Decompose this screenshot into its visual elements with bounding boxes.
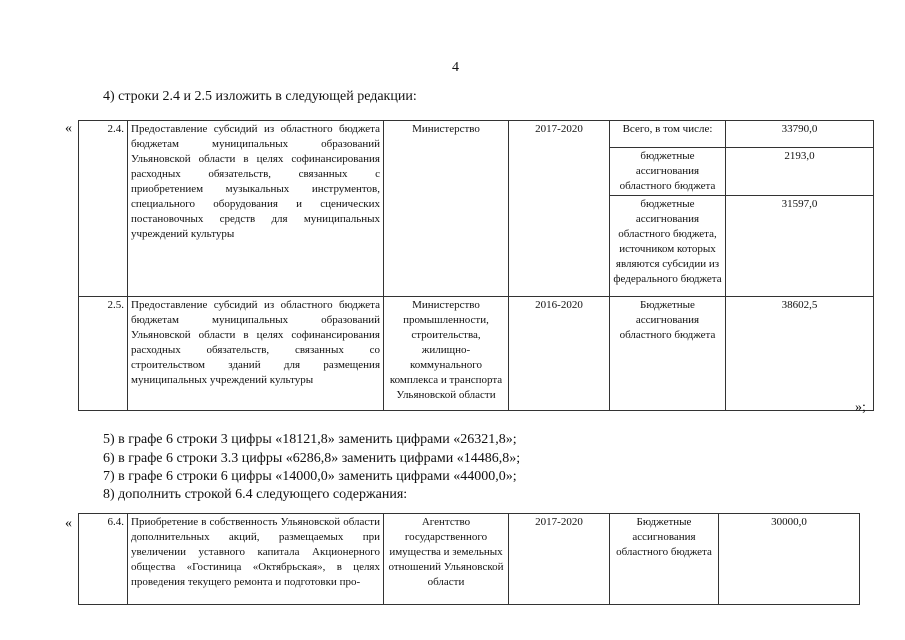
row-period: 2016-2020	[509, 297, 610, 411]
intro-paragraph: 4) строки 2.4 и 2.5 изложить в следующей редакции:	[103, 89, 417, 104]
paragraph-5: 5) в графе 6 строки 3 цифры «18121,8» заменить цифрами «26321,8»;	[103, 432, 517, 447]
row-description: Приобретение в собственность Ульяновской области дополнительных акций, размещаемых при увеличении уставного капитала Акционерного общества «Гостиница «Октябрьская», в целях проведения текущего ремонта и подготовки про-	[128, 514, 384, 605]
paragraph-7: 7) в графе 6 строки 6 цифры «14000,0» заменить цифрами «44000,0»;	[103, 469, 517, 484]
page-number: 4	[452, 60, 459, 75]
row-executor: Министерство	[384, 121, 509, 297]
row-description: Предоставление субсидий из областного бюджета бюджетам муниципальных образований Ульяновской области в целях софинансирования расходных обязательств, связанных с приобретением музыкальных инструментов, специального оборудования и сценических постановочных средств для муниципальных учреждений культуры	[128, 121, 384, 297]
close-quote-1: »;	[855, 400, 866, 415]
funding-source: Бюджетные ассигнования областного бюджета	[610, 297, 726, 411]
funding-source-federal: бюджетные ассигнования областного бюджета, источником которых являются субсидии из федерального бюджета	[610, 196, 726, 297]
row-period: 2017-2020	[509, 514, 610, 605]
row-executor: Министерство промышленности, строительства, жилищно-коммунального комплекса и транспорта Ульяновской области	[384, 297, 509, 411]
funding-source: Бюджетные ассигнования областного бюджета	[610, 514, 719, 605]
row-executor: Агентство государственного имущества и земельных отношений Ульяновской области	[384, 514, 509, 605]
amount-total: 33790,0	[726, 121, 874, 148]
table-row-2-4	[79, 121, 874, 148]
amount-regional: 2193,0	[726, 148, 874, 196]
funding-source-regional: бюджетные ассигнования областного бюджета	[610, 148, 726, 196]
amount: 30000,0	[719, 514, 860, 605]
table-row-2-5	[79, 297, 874, 411]
open-quote-2: «	[65, 516, 72, 531]
amount: 38602,5	[726, 297, 874, 411]
paragraph-8: 8) дополнить строкой 6.4 следующего содержания:	[103, 487, 408, 502]
funding-source-total: Всего, в том числе:	[610, 121, 726, 148]
row-period: 2017-2020	[509, 121, 610, 297]
table-row-6-4	[79, 514, 860, 605]
open-quote-1: «	[65, 121, 72, 136]
budget-table-2	[78, 513, 860, 605]
amount-federal: 31597,0	[726, 196, 874, 297]
row-description: Предоставление субсидий из областного бюджета бюджетам муниципальных образований Ульяновской области в целях софинансирования расходных обязательств, связанных со строительством зданий для размещения муниципальных учреждений культуры	[128, 297, 384, 411]
row-number: 2.4.	[79, 121, 128, 297]
paragraph-6: 6) в графе 6 строки 3.3 цифры «6286,8» заменить цифрами «14486,8»;	[103, 451, 521, 466]
row-number: 6.4.	[79, 514, 128, 605]
row-number: 2.5.	[79, 297, 128, 411]
budget-table-1	[78, 120, 874, 411]
